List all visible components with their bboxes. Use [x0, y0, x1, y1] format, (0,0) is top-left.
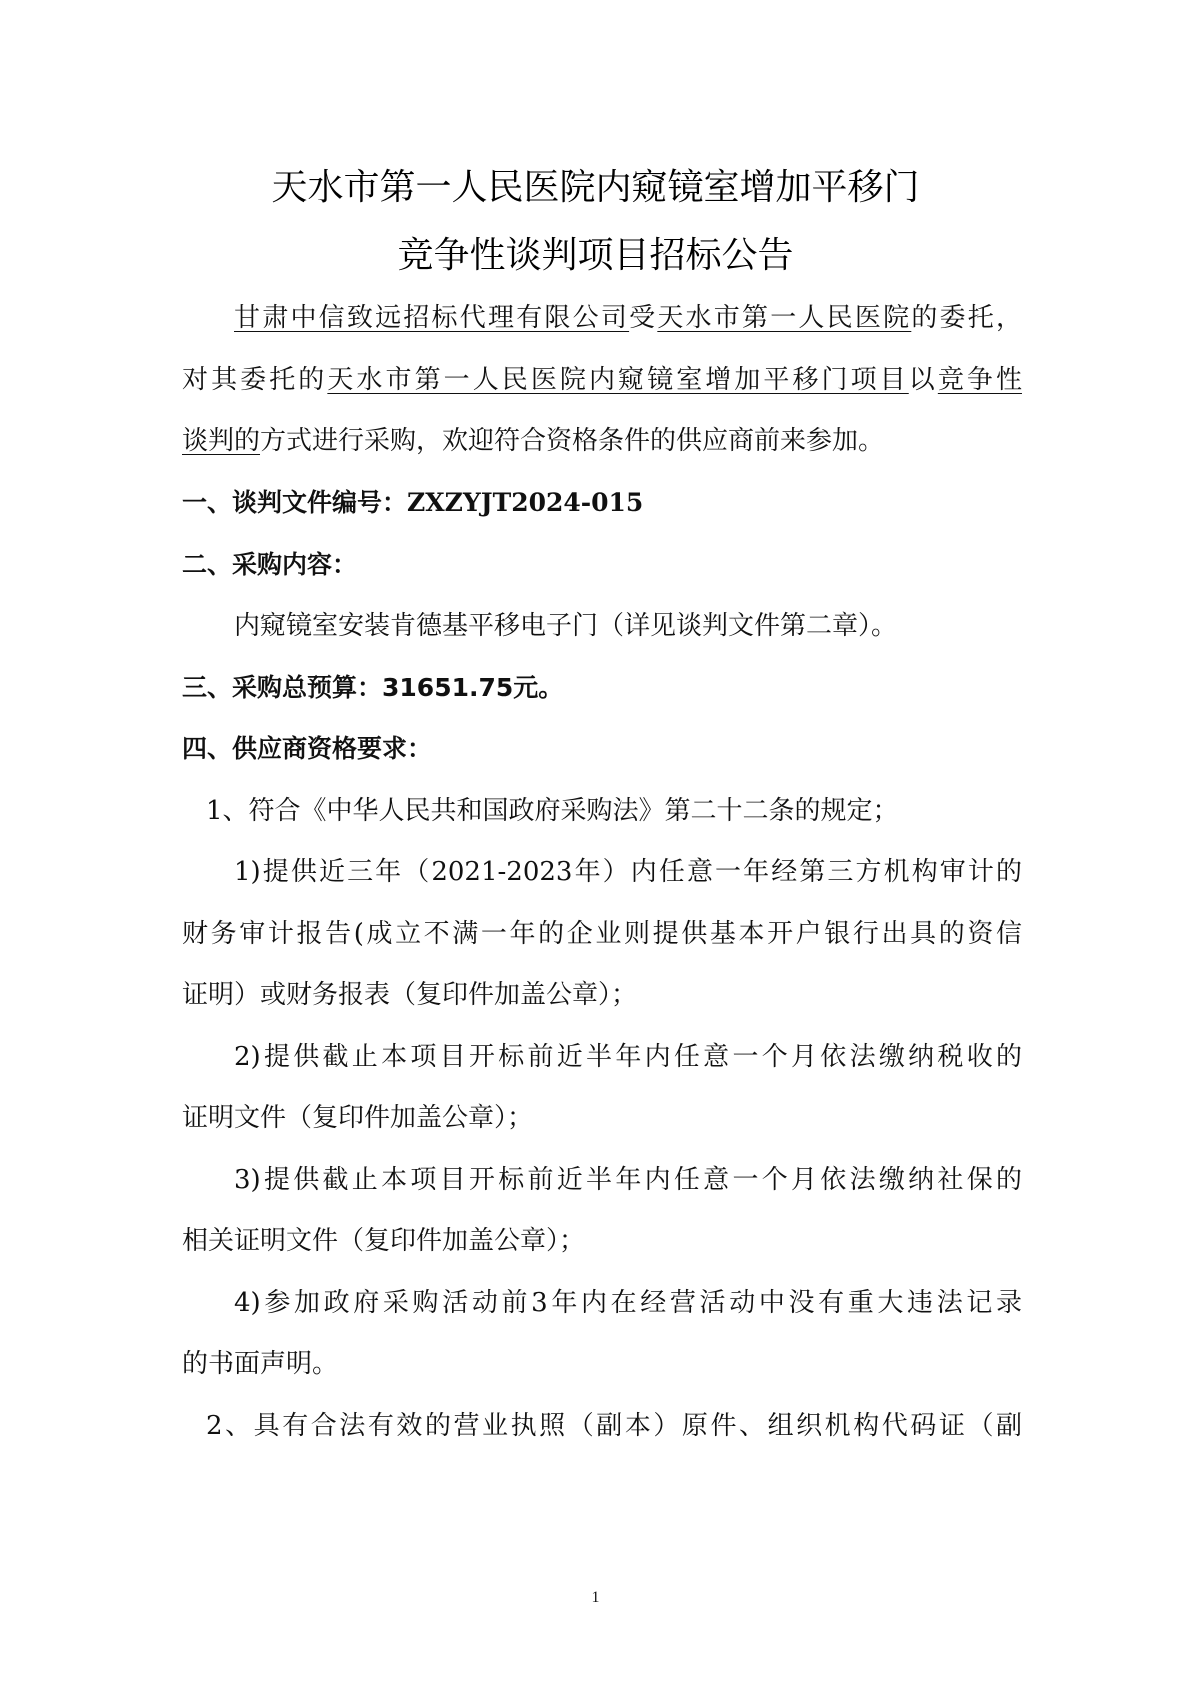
requirement-1-4-line-1: 4)参加政府采购活动前3年内在经营活动中没有重大违法记录	[234, 1288, 1022, 1318]
document-title-line-1: 天水市第一人民医院内窥镜室增加平移门	[271, 167, 920, 208]
file-number-value: ZXZYJT2024-015	[407, 488, 644, 517]
budget-value: 31651.75元。	[382, 673, 564, 702]
project-name: 天水市第一人民医院内窥镜室增加平移门项目	[327, 365, 909, 395]
intro-text: 以	[908, 365, 938, 395]
intro-text: 对其委托的	[182, 365, 328, 395]
procurement-content: 内窥镜室安装肯德基平移电子门（详见谈判文件第二章）。	[234, 611, 898, 641]
section-1-label: 一、谈判文件编号：	[182, 488, 408, 517]
intro-line-3	[182, 419, 1022, 463]
intro-text: 方式进行采购，欢迎符合资格条件的供应商前来参加。	[260, 426, 885, 456]
document-title-line-2: 竞争性谈判项目招标公告	[397, 235, 794, 276]
intro-text: 的委托，	[911, 303, 1022, 333]
requirement-1-3-line-2: 相关证明文件（复印件加盖公章）；	[182, 1226, 586, 1256]
intro-text: 受	[629, 303, 658, 333]
requirement-1-2-line-1: 2)提供截止本项目开标前近半年内任意一个月依法缴纳税收的	[234, 1042, 1022, 1072]
intro-line-1	[182, 296, 1022, 340]
section-4-heading: 四、供应商资格要求：	[182, 734, 433, 763]
section-2-heading: 二、采购内容：	[182, 550, 358, 579]
page-number: 1	[591, 1589, 600, 1606]
requirement-1-2-line-2: 证明文件（复印件加盖公章）；	[182, 1103, 534, 1133]
agency-name: 甘肃中信致远招标代理有限公司	[234, 303, 630, 333]
procurement-method: 谈判的	[182, 426, 261, 456]
requirement-1-4-line-2: 的书面声明。	[182, 1349, 339, 1379]
client-name: 天水市第一人民医院	[657, 303, 912, 333]
procurement-method: 竞争性	[937, 365, 1022, 395]
section-1-file-number	[182, 481, 1022, 525]
requirement-1-3-line-1: 3)提供截止本项目开标前近半年内任意一个月依法缴纳社保的	[234, 1165, 1022, 1195]
requirement-1: 1、符合《中华人民共和国政府采购法》第二十二条的规定；	[206, 796, 899, 826]
section-3-budget	[182, 666, 1022, 710]
intro-line-2	[182, 358, 1022, 402]
section-3-label: 三、采购总预算：	[182, 673, 383, 702]
requirement-1-1-line-1: 1)提供近三年（2021-2023年）内任意一年经第三方机构审计的	[234, 857, 1022, 887]
requirement-1-1-line-2: 财务审计报告(成立不满一年的企业则提供基本开户银行出具的资信	[182, 919, 1022, 949]
requirement-1-1-line-3: 证明）或财务报表（复印件加盖公章）；	[182, 980, 638, 1010]
requirement-2: 2、具有合法有效的营业执照（副本）原件、组织机构代码证（副	[206, 1411, 1022, 1441]
